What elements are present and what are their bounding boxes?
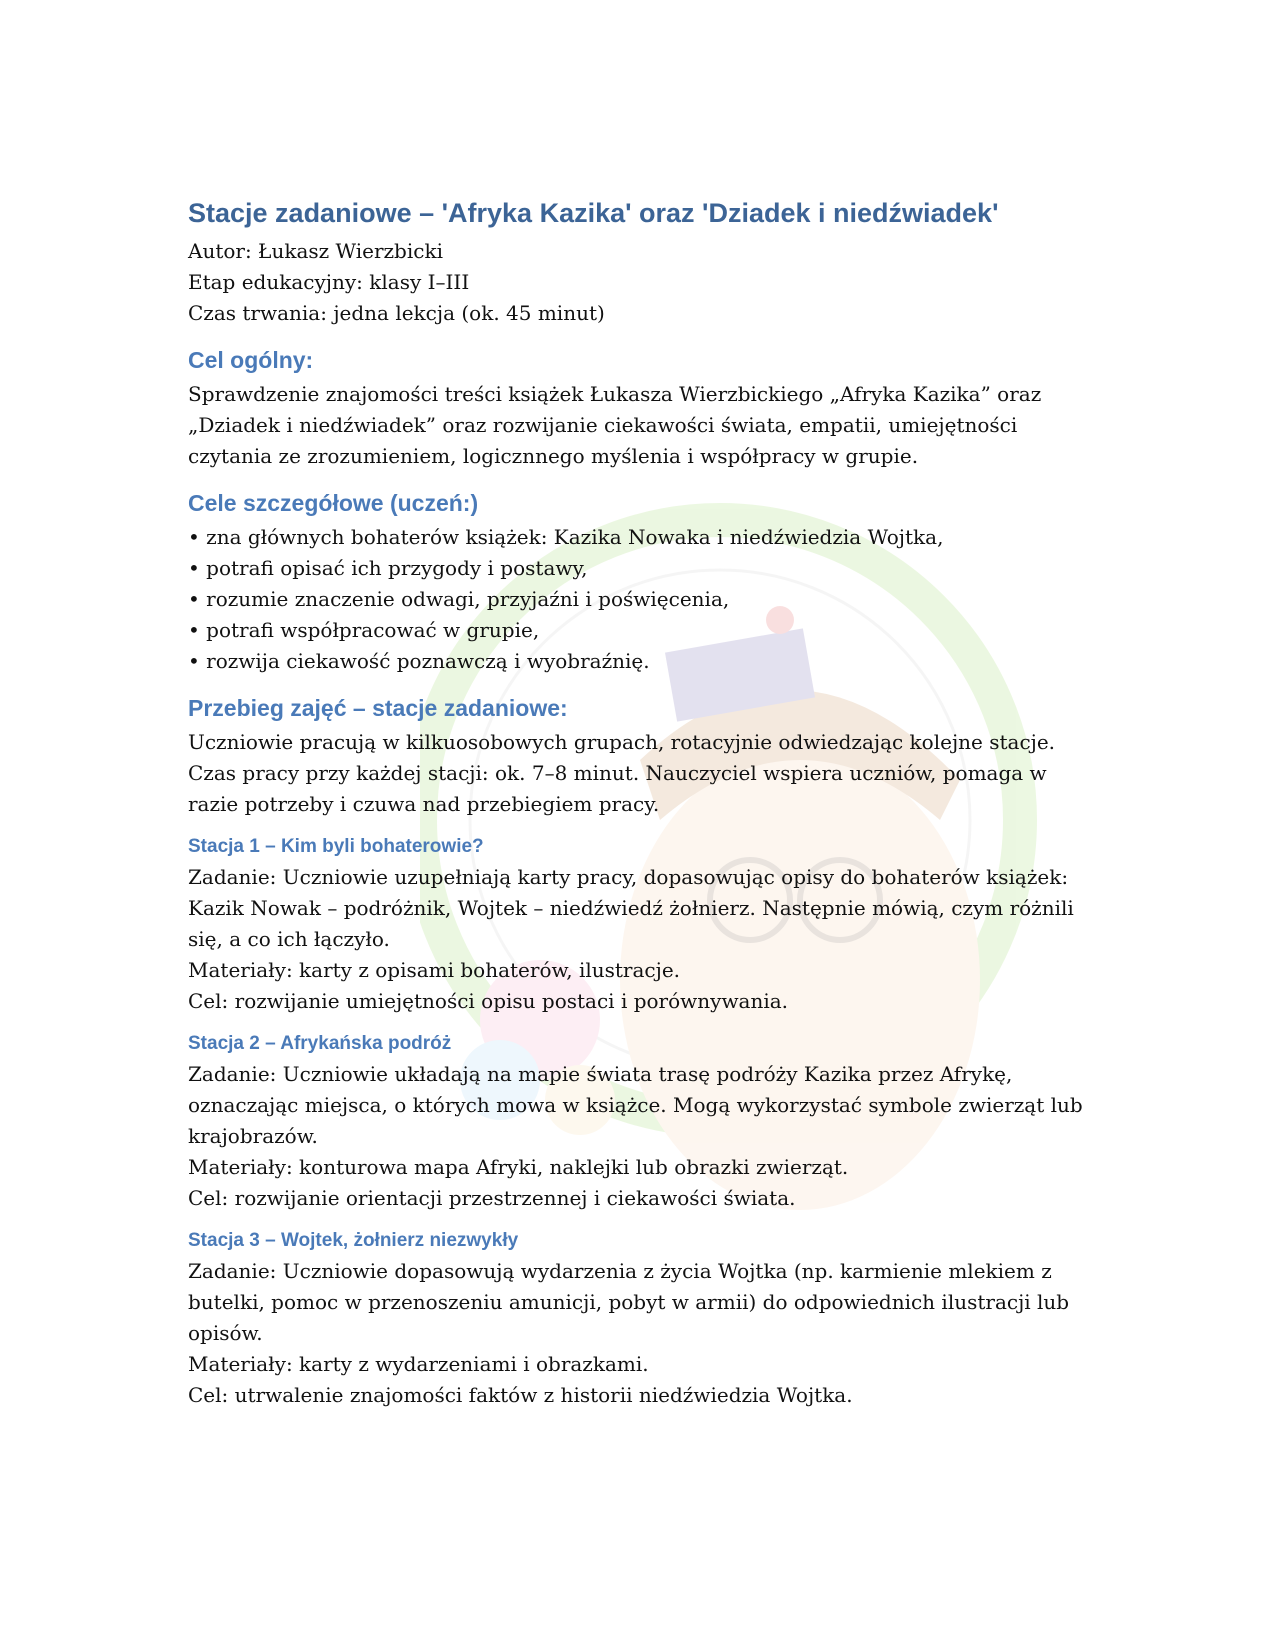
stage-line: Etap edukacyjny: klasy I–III <box>188 270 470 294</box>
course-text: Uczniowie pracują w kilkuosobowych grupach, rotacyjnie odwiedzając kolejne stacje. Czas pracy przy każdej stacji: ok. 7–8 minut. Nauczyciel wspiera uczniów, pomaga w razie potrzeby i czuwa nad przebiegiem pracy. <box>188 730 1056 816</box>
station-heading: Stacja 3 – Wojtek, żołnierz niezwykły <box>188 1230 519 1251</box>
station-3 <box>188 1228 1088 1411</box>
list-item: • rozumie znaczenie odwagi, przyjaźni i poświęcenia, <box>188 587 730 611</box>
station-goal: Cel: utrwalenie znajomości faktów z historii niedźwiedzia Wojtka. <box>188 1383 853 1407</box>
station-1 <box>188 834 1088 1017</box>
course-heading: Przebieg zajęć – stacje zadaniowe: <box>188 695 568 721</box>
list-item: • potrafi opisać ich przygody i postawy, <box>188 556 588 580</box>
list-item: • rozwija ciekawość poznawczą i wyobraźnię. <box>188 649 650 673</box>
objectives-heading: Cele szczegółowe (uczeń:) <box>188 490 479 516</box>
document-title: Stacje zadaniowe – 'Afryka Kazika' oraz 'Dziadek i niedźwiadek' <box>188 198 999 228</box>
station-2 <box>188 1031 1088 1214</box>
station-task: Zadanie: Uczniowie układają na mapie świata trasę podróży Kazika przez Afrykę, oznaczając miejsca, o których mowa w książce. Mogą wykorzystać symbole zwierząt lub krajobrazów. <box>188 1062 1083 1148</box>
objectives-list <box>188 522 1088 677</box>
goal-heading: Cel ogólny: <box>188 347 314 373</box>
duration-line: Czas trwania: jedna lekcja (ok. 45 minut) <box>188 301 605 325</box>
goal-text: Sprawdzenie znajomości treści książek Łukasza Wierzbickiego „Afryka Kazika” oraz „Dziadek i niedźwiadek” oraz rozwijanie ciekawości świata, empatii, umiejętności czytania ze zrozumieniem, logicznnego myślenia i współpracy w grupie. <box>188 382 1042 468</box>
list-item: • potrafi współpracować w grupie, <box>188 618 540 642</box>
station-task: Zadanie: Uczniowie uzupełniają karty pracy, dopasowując opisy do bohaterów książek: Kazik Nowak – podróżnik, Wojtek – niedźwiedź żołnierz. Następnie mówią, czym różnili się, a co ich łączyło. <box>188 865 1074 951</box>
station-goal: Cel: rozwijanie orientacji przestrzennej i ciekawości świata. <box>188 1186 796 1210</box>
station-materials: Materiały: karty z opisami bohaterów, ilustracje. <box>188 958 681 982</box>
list-item: • zna głównych bohaterów książek: Kazika Nowaka i niedźwiedzia Wojtka, <box>188 525 944 549</box>
meta-block <box>188 236 1088 329</box>
station-materials: Materiały: konturowa mapa Afryki, naklejki lub obrazki zwierząt. <box>188 1155 849 1179</box>
station-task: Zadanie: Uczniowie dopasowują wydarzenia z życia Wojtka (np. karmienie mlekiem z butelki, pomoc w przenoszeniu amunicji, pobyt w armii) do odpowiednich ilustracji lub opisów. <box>188 1259 1070 1345</box>
station-goal: Cel: rozwijanie umiejętności opisu postaci i porównywania. <box>188 989 789 1013</box>
station-heading: Stacja 1 – Kim byli bohaterowie? <box>188 836 484 857</box>
document-page <box>188 196 1088 1411</box>
author-line: Autor: Łukasz Wierzbicki <box>188 239 443 263</box>
station-materials: Materiały: karty z wydarzeniami i obrazkami. <box>188 1352 649 1376</box>
station-heading: Stacja 2 – Afrykańska podróż <box>188 1033 452 1054</box>
